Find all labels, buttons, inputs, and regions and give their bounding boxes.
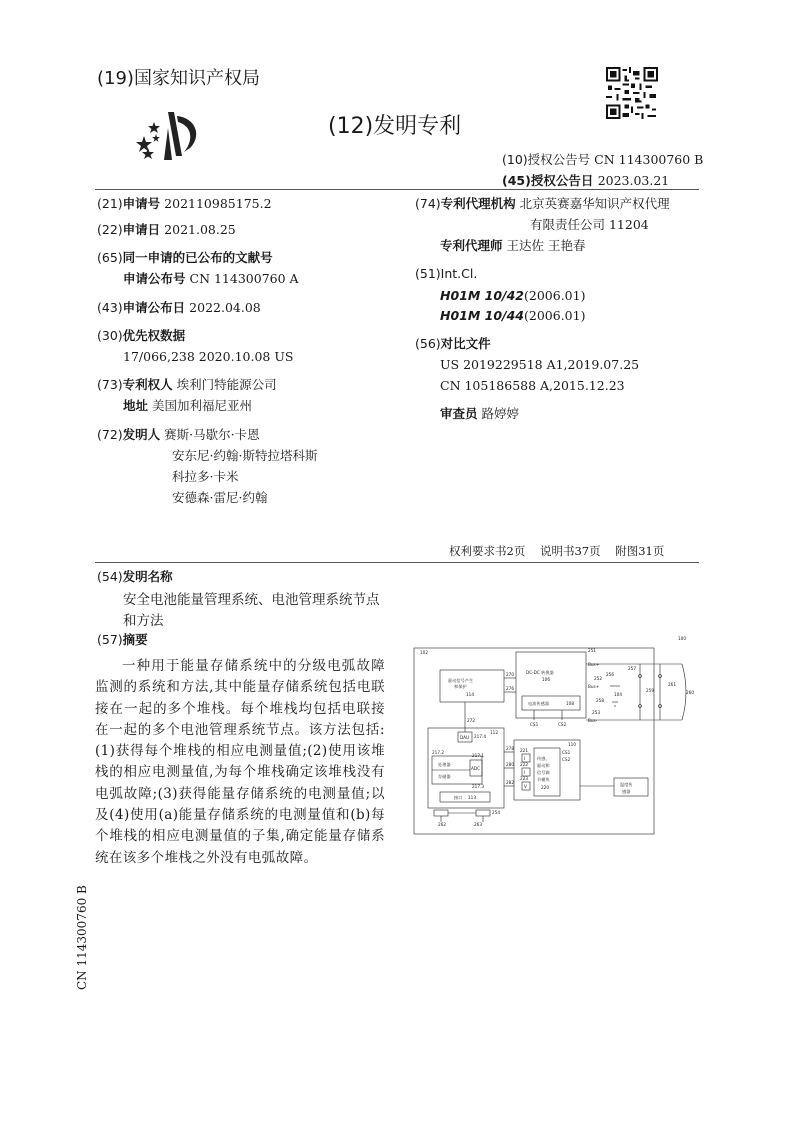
svg-text:温度传: 温度传: [620, 782, 633, 787]
field-72: (72)发明人 赛斯·马歇尔·卡恩: [97, 427, 260, 442]
inventor-2: 安东尼·约翰·斯特拉塔科斯: [172, 448, 318, 463]
header-divider: [95, 189, 699, 190]
svg-text:223: 223: [520, 776, 528, 781]
field-51: (51)Int.Cl.: [415, 266, 478, 281]
agency-line-2: 有限责任公司 11204: [530, 217, 649, 232]
field-30: (30)优先权数据: [97, 328, 186, 343]
svg-text:270: 270: [506, 672, 514, 677]
svg-text:存储器: 存储器: [438, 774, 451, 779]
svg-text:DAU: DAU: [460, 735, 470, 740]
outer-box-102: [414, 648, 654, 834]
invention-title-line2: 和方法: [123, 613, 164, 629]
svg-text:100: 100: [678, 636, 686, 641]
svg-text:Bus+: Bus+: [588, 684, 600, 689]
svg-text:106: 106: [542, 677, 550, 682]
invention-title-line1: 安全电池能量管理系统、电池管理系统节点: [123, 592, 380, 608]
document-type: (12)发明专利: [328, 114, 462, 139]
svg-text:I: I: [524, 756, 526, 761]
svg-text:280: 280: [506, 762, 514, 767]
dcdc-block: [516, 652, 586, 718]
svg-text:222: 222: [520, 762, 528, 767]
svg-text:276: 276: [506, 686, 514, 691]
svg-text:传感、: 传感、: [537, 756, 550, 761]
field-57: (57)摘要: [97, 632, 148, 647]
grant-number-label: (10)授权公告号: [502, 152, 591, 167]
inventor-4: 安德森·雷尼·约翰: [172, 490, 268, 505]
field-65: (65)同一申请的已公布的文献号: [97, 250, 273, 265]
svg-text:处理器: 处理器: [438, 762, 451, 767]
label-102: 102: [420, 650, 428, 655]
svg-text:217.1: 217.1: [472, 753, 484, 758]
svg-text:DC-DC 转换器: DC-DC 转换器: [526, 670, 554, 675]
qr-code: [606, 67, 658, 119]
svg-text:驱动信号产生: 驱动信号产生: [448, 678, 474, 683]
svg-text:接口: 接口: [454, 795, 463, 800]
field-22: (22)申请日 2021.08.25: [97, 222, 236, 237]
priority-data: 17/066,238 2020.10.08 US: [123, 349, 294, 364]
examiner: 审查员 路婷婷: [440, 406, 520, 421]
svg-text:251: 251: [588, 648, 596, 653]
grant-date-row: [502, 171, 669, 189]
citation-2: CN 105186588 A,2015.12.23: [440, 378, 625, 393]
svg-text:114: 114: [466, 692, 474, 697]
svg-text:112: 112: [490, 730, 498, 735]
svg-text:254: 254: [492, 810, 500, 815]
svg-text:CS1: CS1: [562, 750, 571, 755]
svg-text:217.4: 217.4: [474, 734, 486, 739]
issuing-office: (19)国家知识产权局: [97, 68, 260, 89]
svg-text:282: 282: [506, 780, 514, 785]
svg-text:262: 262: [438, 822, 446, 827]
svg-text:278: 278: [506, 746, 514, 751]
grant-number: CN 114300760 B: [594, 152, 704, 167]
svg-text:CS1: CS1: [530, 722, 539, 727]
drive-block: [440, 670, 504, 702]
field-21: (21)申请号 202110985175.2: [97, 196, 272, 211]
section-divider: [95, 562, 699, 563]
svg-text:I: I: [524, 770, 526, 775]
svg-text:Bus+: Bus+: [588, 662, 600, 667]
svg-text:253: 253: [592, 710, 600, 715]
representative-figure: [410, 636, 700, 842]
svg-text:信号调: 信号调: [537, 770, 550, 775]
svg-text:110: 110: [568, 742, 576, 747]
svg-text:272: 272: [467, 718, 475, 723]
svg-text:Bus-: Bus-: [588, 718, 598, 723]
citation-1: US 2019229518 A1,2019.07.25: [440, 357, 640, 372]
svg-text:260: 260: [686, 690, 694, 695]
svg-text:258: 258: [596, 698, 604, 703]
field-73: (73)专利权人 埃利门特能源公司: [97, 377, 277, 392]
inventor-3: 科拉多·卡米: [172, 469, 239, 484]
svg-text:ADC: ADC: [471, 766, 481, 771]
field-74: (74)专利代理机构 北京英赛嘉华知识产权代理: [415, 196, 670, 211]
svg-text:217.3: 217.3: [472, 784, 484, 789]
field-74-agent: 专利代理师 王达佐 王艳春: [440, 238, 586, 253]
svg-text:220: 220: [541, 785, 549, 790]
svg-text:252: 252: [594, 676, 602, 681]
temperature-sensor: [614, 778, 648, 796]
field-65-pub-no: 申请公布号 CN 114300760 A: [123, 271, 299, 286]
svg-text:256: 256: [606, 672, 614, 677]
field-56: (56)对比文件: [415, 336, 491, 351]
svg-text:108: 108: [566, 701, 574, 706]
page-counts: 权利要求书2页 说明书37页 附图31页: [449, 544, 665, 558]
side-publication-number: CN 114300760 B: [75, 885, 89, 990]
svg-text:和保护: 和保护: [454, 684, 467, 689]
svg-text:节模块: 节模块: [537, 777, 550, 782]
cnipa-logo: [130, 108, 208, 166]
field-54: (54)发明名称: [97, 569, 173, 584]
svg-text:驱动和: 驱动和: [537, 763, 550, 768]
svg-text:259: 259: [646, 688, 654, 693]
ipc-1: H01M 10/42(2006.01): [440, 288, 586, 303]
svg-text:217.2: 217.2: [432, 750, 444, 755]
svg-text:电流传感器: 电流传感器: [528, 701, 549, 706]
field-43: (43)申请公布日 2022.04.08: [97, 300, 261, 315]
bms-node-112: [428, 728, 504, 808]
svg-text:221: 221: [520, 748, 528, 753]
figure-ref-100: [678, 636, 686, 641]
svg-text:104: 104: [614, 692, 622, 697]
grant-date-label: (45)授权公告日: [502, 173, 594, 188]
svg-text:263: 263: [474, 822, 482, 827]
svg-text:257: 257: [628, 666, 636, 671]
svg-text:261: 261: [668, 682, 676, 687]
grant-date: 2023.03.21: [597, 173, 670, 188]
grant-number-row: [502, 150, 703, 168]
abstract-text: 一种用于能量存储系统中的分级电弧故障监测的系统和方法,其中能量存储系统包括电联接在一起的多个堆栈。每个堆栈均包括电联接在一起的多个电池管理系统节点。该方法包括:(1)获得每个堆栈的相应电测量值;(2)使用该堆栈的相应电测量值,为每个堆栈确定该堆栈没有电弧故障;(3)获得能量存储系统的电测量值;以及(4)使用(a)能量存储系统的电测量值和(b)每个堆栈的相应电测量值的子集,确定能量存储系统在该多个堆栈之外没有电弧故障。: [95, 658, 385, 866]
svg-text:感器: 感器: [622, 789, 631, 794]
svg-text:113: 113: [468, 795, 476, 800]
svg-text:CS2: CS2: [562, 757, 571, 762]
ipc-2: H01M 10/44(2006.01): [440, 308, 586, 323]
svg-text:CS2: CS2: [558, 722, 567, 727]
interface-113: [440, 792, 490, 802]
svg-text:V: V: [524, 784, 527, 789]
field-73-address: 地址 美国加利福尼亚州: [123, 398, 253, 413]
